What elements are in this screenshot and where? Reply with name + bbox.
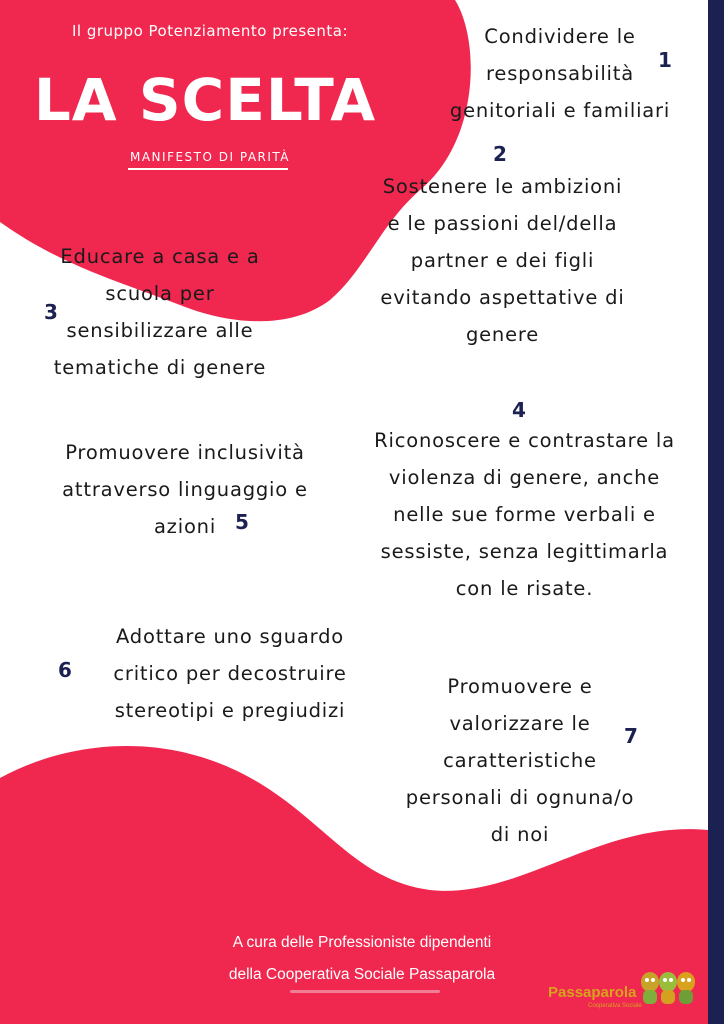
passaparola-logo-icon (638, 968, 698, 1008)
footer-credits (150, 927, 574, 991)
point-3-number: 3 (44, 300, 58, 324)
page-title: LA SCELTA (33, 66, 377, 134)
logo-subtitle: Cooperativa Sociale (588, 1003, 642, 1009)
footer-line-2: della Cooperativa Sociale Passaparola (228, 966, 496, 983)
point-5-number: 5 (235, 510, 249, 534)
point-2-text: Sostenere le ambizioni e le passioni del/della partner e dei figli evitando aspettative di genere (380, 175, 625, 346)
point-1-number: 1 (658, 48, 672, 72)
point-6-text: Adottare uno sguardo critico per decostruire stereotipi e pregiudizi (113, 625, 347, 722)
footer-underline (290, 990, 440, 993)
point-1-text: Condividere le responsabilità genitoriali e familiari (449, 25, 671, 122)
point-4-number: 4 (512, 398, 526, 422)
logo-name: Passaparola (548, 984, 637, 1001)
point-4-text: Riconoscere e contrastare la violenza di genere, anche nelle sue forme verbali e sessiste, senza legittimarla con le risate. (374, 429, 675, 600)
point-7-number: 7 (624, 724, 638, 748)
point-3-text: Educare a casa e a scuola per sensibilizzare alle tematiche di genere (53, 245, 267, 379)
subtitle-underline (128, 168, 288, 170)
footer-line-1: A cura delle Professioniste dipendenti (232, 934, 492, 951)
point-7-text: Promuovere e valorizzare le caratteristiche personali di ognuna/o di noi (405, 675, 635, 846)
right-side-bar (708, 0, 724, 1024)
point-2-number: 2 (493, 142, 507, 166)
point-6-number: 6 (58, 658, 72, 682)
page-subtitle: MANIFESTO DI PARITÀ (129, 150, 291, 164)
point-5-text: Promuovere inclusività attraverso linguaggio e azioni (62, 441, 308, 538)
intro-text: Il gruppo Potenziamento presenta: (71, 22, 349, 40)
